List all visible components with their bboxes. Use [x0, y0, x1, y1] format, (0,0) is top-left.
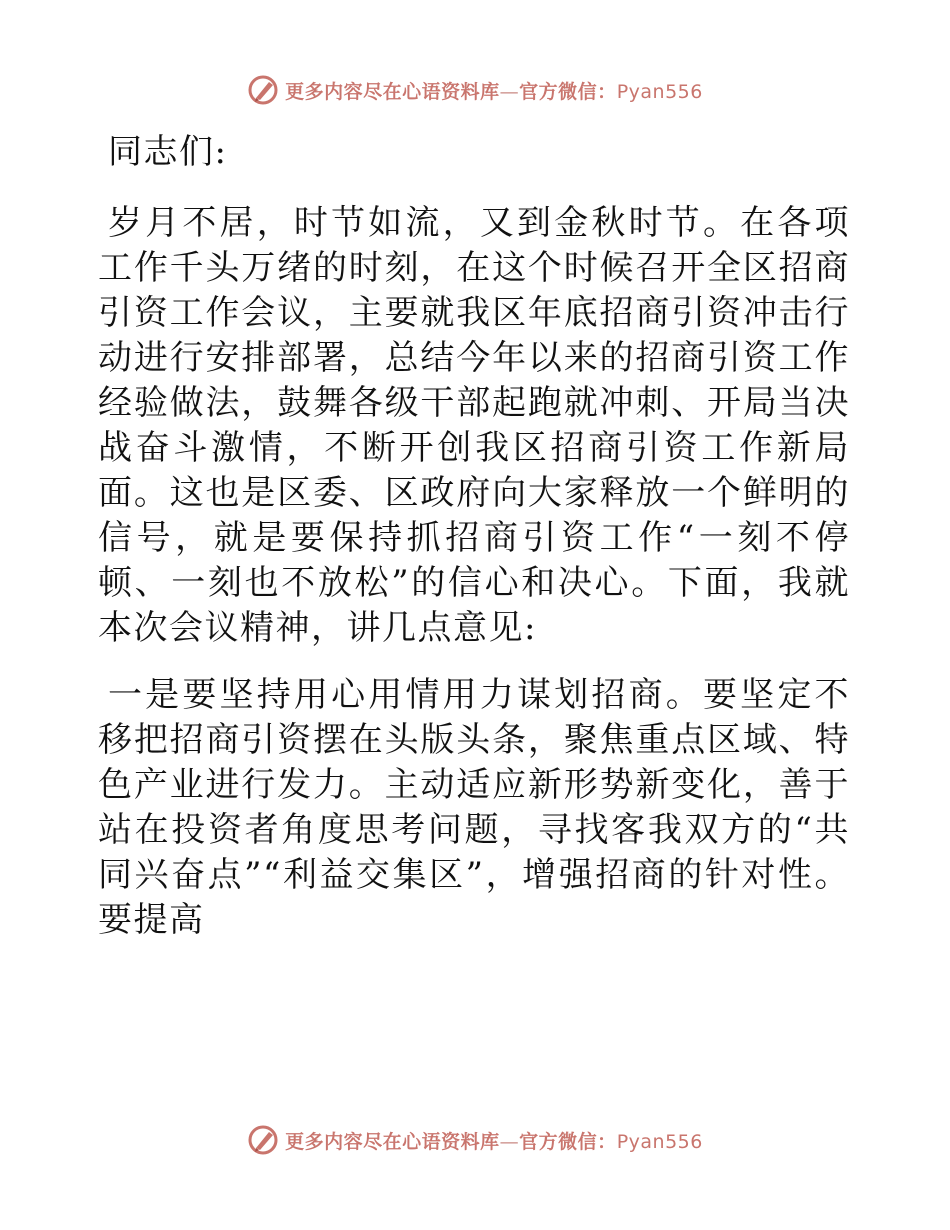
- pen-logo-icon: [247, 1124, 279, 1156]
- watermark-text: 更多内容尽在心语资料库—官方微信：Pyan556: [285, 1130, 703, 1153]
- paragraph-point-one: 一是要坚持用心用情用力谋划招商。要坚定不移把招商引资摆在头版头条，聚焦重点区域、特色产业进行发力。主动适应新形势新变化，善于站在投资者角度思考问题，寻找客我双方的“共同兴奋点”“利益交集区”，增强招商的针对性。要提高: [98, 675, 850, 940]
- header-watermark: [0, 70, 950, 110]
- document-body: [98, 120, 850, 943]
- paragraph-intro: 岁月不居，时节如流，又到金秋时节。在各项工作千头万绪的时刻，在这个时候召开全区招商引资工作会议，主要就我区年底招商引资冲击行动进行安排部署，总结今年以来的招商引资工作经验做法，鼓舞各级干部起跑就冲刺、开局当决战奋斗激情，不断开创我区招商引资工作新局面。这也是区委、区政府向大家释放一个鲜明的信号，就是要保持抓招商引资工作“一刻不停顿、一刻也不放松”的信心和决心。下面，我就本次会议精神，讲几点意见:: [98, 203, 850, 648]
- salutation: 同志们:: [108, 132, 228, 172]
- pen-logo-icon: [247, 74, 279, 106]
- footer-watermark: [0, 1120, 950, 1160]
- watermark-text: 更多内容尽在心语资料库—官方微信：Pyan556: [285, 80, 703, 103]
